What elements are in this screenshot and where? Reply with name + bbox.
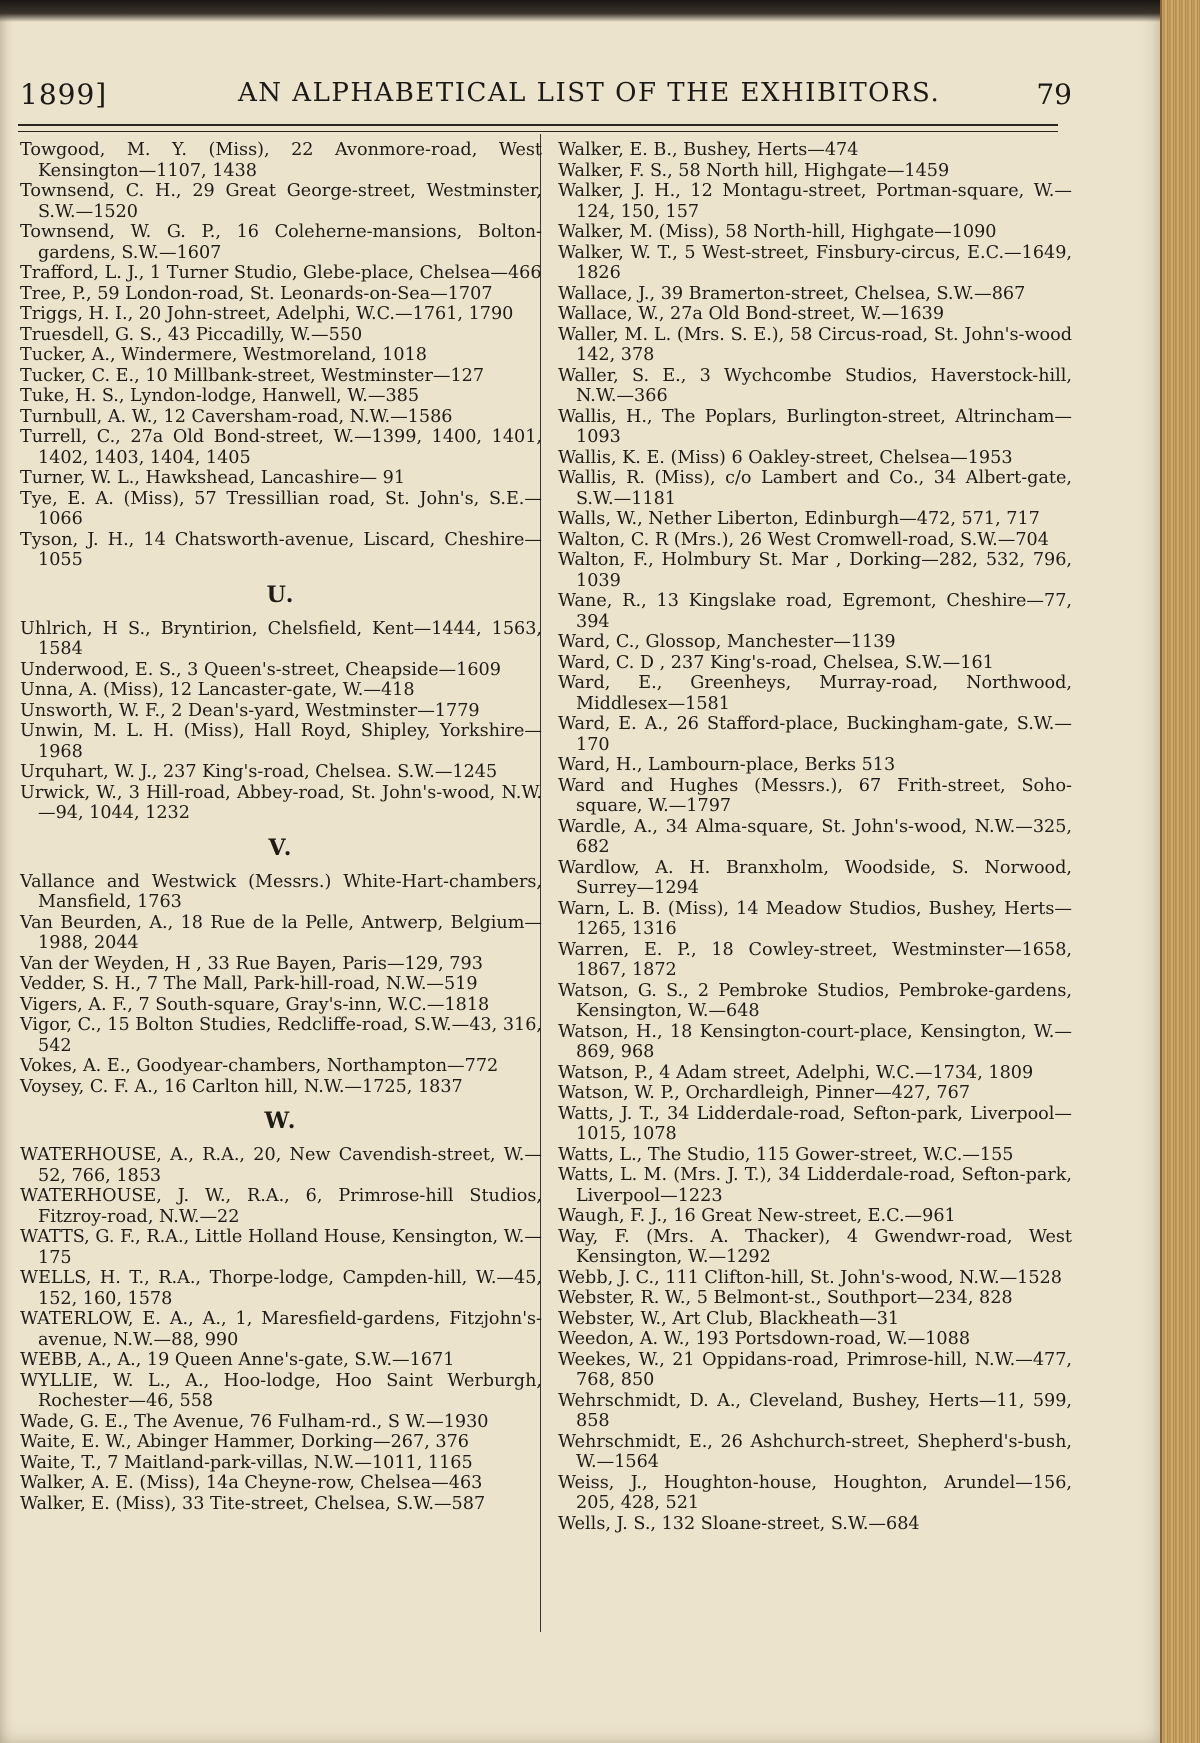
exhibitor-entry: Watson, P., 4 Adam street, Adelphi, W.C.—1734, 1809 <box>558 1062 1034 1083</box>
exhibitor-entry: Weekes, W., 21 Oppidans-road, Primrose-hill, N.W.—477, 768, 850 <box>558 1349 1072 1390</box>
exhibitor-entry: Voysey, C. F. A., 16 Carlton hill, N.W.—1725, 1837 <box>20 1076 463 1097</box>
t-section <box>20 140 542 571</box>
header-rule-thin <box>18 131 1058 132</box>
exhibitor-entry: Vokes, A. E., Goodyear-chambers, Northampton—772 <box>20 1056 499 1076</box>
page-number: 79 <box>1036 78 1072 111</box>
exhibitor-entry: WYLLIE, W. L., A., Hoo-lodge, Hoo Saint Werburgh, Rochester—46, 558 <box>20 1370 542 1411</box>
exhibitor-entry: Waugh, F. J., 16 Great New-street, E.C.—961 <box>558 1206 956 1226</box>
exhibitor-entry: Walker, A. E. (Miss), 14a Cheyne-row, Chelsea—463 <box>20 1473 483 1493</box>
exhibitor-entry: Triggs, H. I., 20 John-street, Adelphi, W.C.—1761, 1790 <box>20 304 514 324</box>
exhibitor-entry: Waller, S. E., 3 Wychcombe Studios, Haverstock-hill, N.W.—366 <box>558 365 1072 406</box>
exhibitor-entry: Waite, E. W., Abinger Hammer, Dorking—267, 376 <box>20 1432 469 1452</box>
exhibitor-entry: Walls, W., Nether Liberton, Edinburgh—472, 571, 717 <box>558 509 1040 529</box>
exhibitor-entry: Walker, M. (Miss), 58 North-hill, Highgate—1090 <box>558 222 997 242</box>
exhibitor-entry: Townsend, C. H., 29 Great George-street, Westminster, S.W.—1520 <box>20 181 542 222</box>
header-title: AN ALPHABETICAL LIST OF THE EXHIBITORS. <box>238 78 941 108</box>
right-column <box>558 140 1072 1534</box>
header-rule <box>18 124 1058 126</box>
exhibitor-entry: Walton, C. R (Mrs.), 26 West Cromwell-road, S.W.—704 <box>558 529 1049 550</box>
exhibitor-entry: Webster, R. W., 5 Belmont-st., Southport—234, 828 <box>558 1288 1013 1308</box>
exhibitor-entry: WATERHOUSE, A., R.A., 20, New Cavendish-street, W.—52, 766, 1853 <box>20 1145 542 1186</box>
exhibitor-entry: WATTS, G. F., R.A., Little Holland House, Kensington, W.—175 <box>20 1227 542 1268</box>
exhibitor-entry: Wallis, H., The Poplars, Burlington-street, Altrincham—1093 <box>558 406 1072 447</box>
exhibitor-entry: Ward and Hughes (Messrs.), 67 Frith-street, Soho-square, W.—1797 <box>558 775 1072 816</box>
exhibitor-entry: Waller, M. L. (Mrs. S. E.), 58 Circus-road, St. John's-wood 142, 378 <box>558 324 1072 365</box>
w-section <box>20 1145 542 1514</box>
exhibitor-entry: Walker, F. S., 58 North hill, Highgate—1459 <box>558 160 950 181</box>
exhibitor-entry: Wells, J. S., 132 Sloane-street, S.W.—684 <box>558 1513 920 1534</box>
exhibitor-entry: Vedder, S. H., 7 The Mall, Park-hill-road, N.W.—519 <box>20 974 478 994</box>
exhibitor-entry: Trafford, L. J., 1 Turner Studio, Glebe-place, Chelsea—466 <box>20 263 542 283</box>
exhibitor-entry: Walker, E. (Miss), 33 Tite-street, Chelsea, S.W.—587 <box>20 1493 486 1514</box>
exhibitor-entry: Ward, E. A., 26 Stafford-place, Buckingham-gate, S.W.—170 <box>558 714 1072 755</box>
exhibitor-entry: Turner, W. L., Hawkshead, Lancashire— 91 <box>20 468 406 488</box>
exhibitor-entry: Wallis, R. (Miss), c/o Lambert and Co., 34 Albert-gate, S.W.—1181 <box>558 468 1072 509</box>
exhibitor-entry: Warn, L. B. (Miss), 14 Meadow Studios, Bushey, Herts—1265, 1316 <box>558 898 1072 939</box>
exhibitor-entry: Truesdell, G. S., 43 Piccadilly, W.—550 <box>20 324 363 345</box>
exhibitor-entry: Wallace, W., 27a Old Bond-street, W.—1639 <box>558 304 945 324</box>
exhibitor-entry: Wardlow, A. H. Branxholm, Woodside, S. Norwood, Surrey—1294 <box>558 857 1072 898</box>
book-fore-edge <box>1160 0 1200 1743</box>
exhibitor-entry: Van Beurden, A., 18 Rue de la Pelle, Antwerp, Belgium—1988, 2044 <box>20 912 542 953</box>
exhibitor-entry: Wade, G. E., The Avenue, 76 Fulham-rd., S W.—1930 <box>20 1411 489 1432</box>
exhibitor-entry: Unsworth, W. F., 2 Dean's-yard, Westminster—1779 <box>20 700 480 721</box>
exhibitor-entry: Turnbull, A. W., 12 Caversham-road, N.W.—1586 <box>20 406 453 427</box>
exhibitor-entry: Walker, J. H., 12 Montagu-street, Portman-square, W.—124, 150, 157 <box>558 181 1072 222</box>
exhibitor-entry: Unna, A. (Miss), 12 Lancaster-gate, W.—418 <box>20 680 415 700</box>
exhibitor-entry: Urwick, W., 3 Hill-road, Abbey-road, St. John's-wood, N.W.—94, 1044, 1232 <box>20 782 542 823</box>
exhibitor-entry: Wehrschmidt, D. A., Cleveland, Bushey, Herts—11, 599, 858 <box>558 1390 1072 1431</box>
exhibitor-entry: Walker, W. T., 5 West-street, Finsbury-circus, E.C.—1649, 1826 <box>558 242 1072 283</box>
exhibitor-entry: Towgood, M. Y. (Miss), 22 Avonmore-road, West Kensington—1107, 1438 <box>20 140 542 181</box>
section-heading-u: U. <box>266 581 296 608</box>
exhibitor-entry: Turrell, C., 27a Old Bond-street, W.—1399, 1400, 1401, 1402, 1403, 1404, 1405 <box>20 427 542 468</box>
v-section <box>20 872 542 1098</box>
exhibitor-entry: Tucker, C. E., 10 Millbank-street, Westminster—127 <box>20 365 485 386</box>
exhibitor-entry: WATERHOUSE, J. W., R.A., 6, Primrose-hill Studios, Fitzroy-road, N.W.—22 <box>20 1186 542 1227</box>
exhibitor-entry: Tree, P., 59 London-road, St. Leonards-on-Sea—1707 <box>20 283 493 304</box>
exhibitor-entry: Vallance and Westwick (Messrs.) White-Hart-chambers, Mansfield, 1763 <box>20 871 542 912</box>
exhibitor-entry: Walton, F., Holmbury St. Mar , Dorking—282, 532, 796, 1039 <box>558 550 1072 591</box>
header-year: 1899] <box>20 78 108 111</box>
exhibitor-entry: Walker, E. B., Bushey, Herts—474 <box>558 140 859 160</box>
exhibitor-entry: Wallis, K. E. (Miss) 6 Oakley-street, Chelsea—1953 <box>558 447 1013 468</box>
section-heading-v: V. <box>268 834 294 861</box>
exhibitor-entry: Wardle, A., 34 Alma-square, St. John's-wood, N.W.—325, 682 <box>558 816 1072 857</box>
exhibitor-entry: WEBB, A., A., 19 Queen Anne's-gate, S.W.—1671 <box>20 1350 455 1370</box>
exhibitor-entry: Wallace, J., 39 Bramerton-street, Chelsea, S.W.—867 <box>558 283 1026 304</box>
exhibitor-entry: Webster, W., Art Club, Blackheath—31 <box>558 1308 900 1329</box>
exhibitor-entry: Tucker, A., Windermere, Westmoreland, 1018 <box>20 345 427 365</box>
exhibitor-entry: Ward, H., Lambourn-place, Berks 513 <box>558 755 896 775</box>
exhibitor-entry: Webb, J. C., 111 Clifton-hill, St. John's-wood, N.W.—1528 <box>558 1267 1062 1288</box>
running-header <box>20 78 1072 118</box>
exhibitor-entry: Warren, E. P., 18 Cowley-street, Westminster—1658, 1867, 1872 <box>558 939 1072 980</box>
exhibitor-entry: Underwood, E. S., 3 Queen's-street, Cheapside—1609 <box>20 659 501 680</box>
exhibitor-entry: Vigers, A. F., 7 South-square, Gray's-inn, W.C.—1818 <box>20 994 490 1015</box>
exhibitor-entry: Wane, R., 13 Kingslake road, Egremont, Cheshire—77, 394 <box>558 591 1072 632</box>
exhibitor-entry: Watson, W. P., Orchardleigh, Pinner—427, 767 <box>558 1083 971 1103</box>
exhibitor-entry: Van der Weyden, H , 33 Rue Bayen, Paris—129, 793 <box>20 953 483 974</box>
w-continued-section <box>558 140 1072 1534</box>
left-column <box>20 140 542 1514</box>
exhibitor-entry: Watson, G. S., 2 Pembroke Studios, Pembroke-gardens, Kensington, W.—648 <box>558 980 1072 1021</box>
page-shadow <box>0 0 1168 22</box>
section-heading-w: W. <box>264 1108 298 1134</box>
exhibitor-entry: Vigor, C., 15 Bolton Studies, Redcliffe-road, S.W.—43, 316, 542 <box>20 1015 542 1056</box>
exhibitor-entry: Ward, E., Greenheys, Murray-road, Northwood, Middlesex—1581 <box>558 673 1072 714</box>
exhibitor-entry: WELLS, H. T., R.A., Thorpe-lodge, Campden-hill, W.—45, 152, 160, 1578 <box>20 1268 542 1309</box>
exhibitor-entry: Ward, C., Glossop, Manchester—1139 <box>558 632 896 652</box>
exhibitor-entry: Unwin, M. L. H. (Miss), Hall Royd, Shipley, Yorkshire—1968 <box>20 721 542 762</box>
exhibitor-entry: WATERLOW, E. A., A., 1, Maresfield-gardens, Fitzjohn's-avenue, N.W.—88, 990 <box>20 1309 542 1350</box>
exhibitor-entry: Tye, E. A. (Miss), 57 Tressillian road, St. John's, S.E.—1066 <box>20 488 542 529</box>
exhibitor-entry: Wehrschmidt, E., 26 Ashchurch-street, Shepherd's-bush, W.—1564 <box>558 1431 1072 1472</box>
exhibitor-entry: Tyson, J. H., 14 Chatsworth-avenue, Liscard, Cheshire—1055 <box>20 529 542 570</box>
exhibitor-entry: Watts, L., The Studio, 115 Gower-street, W.C.—155 <box>558 1144 1014 1165</box>
exhibitor-entry: Tuke, H. S., Lyndon-lodge, Hanwell, W.—385 <box>20 386 420 406</box>
exhibitor-entry: Watson, H., 18 Kensington-court-place, Kensington, W.—869, 968 <box>558 1021 1072 1062</box>
exhibitor-entry: Weedon, A. W., 193 Portsdown-road, W.—1088 <box>558 1329 971 1349</box>
exhibitor-entry: Townsend, W. G. P., 16 Coleherne-mansions, Bolton-gardens, S.W.—1607 <box>20 222 542 263</box>
exhibitor-entry: Urquhart, W. J., 237 King's-road, Chelsea. S.W.—1245 <box>20 762 498 782</box>
exhibitor-entry: Waite, T., 7 Maitland-park-villas, N.W.—1011, 1165 <box>20 1452 473 1473</box>
exhibitor-entry: Weiss, J., Houghton-house, Houghton, Arundel—156, 205, 428, 521 <box>558 1472 1072 1513</box>
u-section <box>20 619 542 824</box>
exhibitor-entry: Watts, J. T., 34 Lidderdale-road, Sefton-park, Liverpool—1015, 1078 <box>558 1103 1072 1144</box>
exhibitor-entry: Ward, C. D , 237 King's-road, Chelsea, S.W.—161 <box>558 652 994 673</box>
exhibitor-entry: Watts, L. M. (Mrs. J. T.), 34 Lidderdale-road, Sefton-park, Liverpool—1223 <box>558 1165 1072 1206</box>
exhibitor-entry: Uhlrich, H S., Bryntirion, Chelsfield, Kent—1444, 1563, 1584 <box>20 618 542 659</box>
exhibitor-entry: Way, F. (Mrs. A. Thacker), 4 Gwendwr-road, West Kensington, W.—1292 <box>558 1226 1072 1267</box>
